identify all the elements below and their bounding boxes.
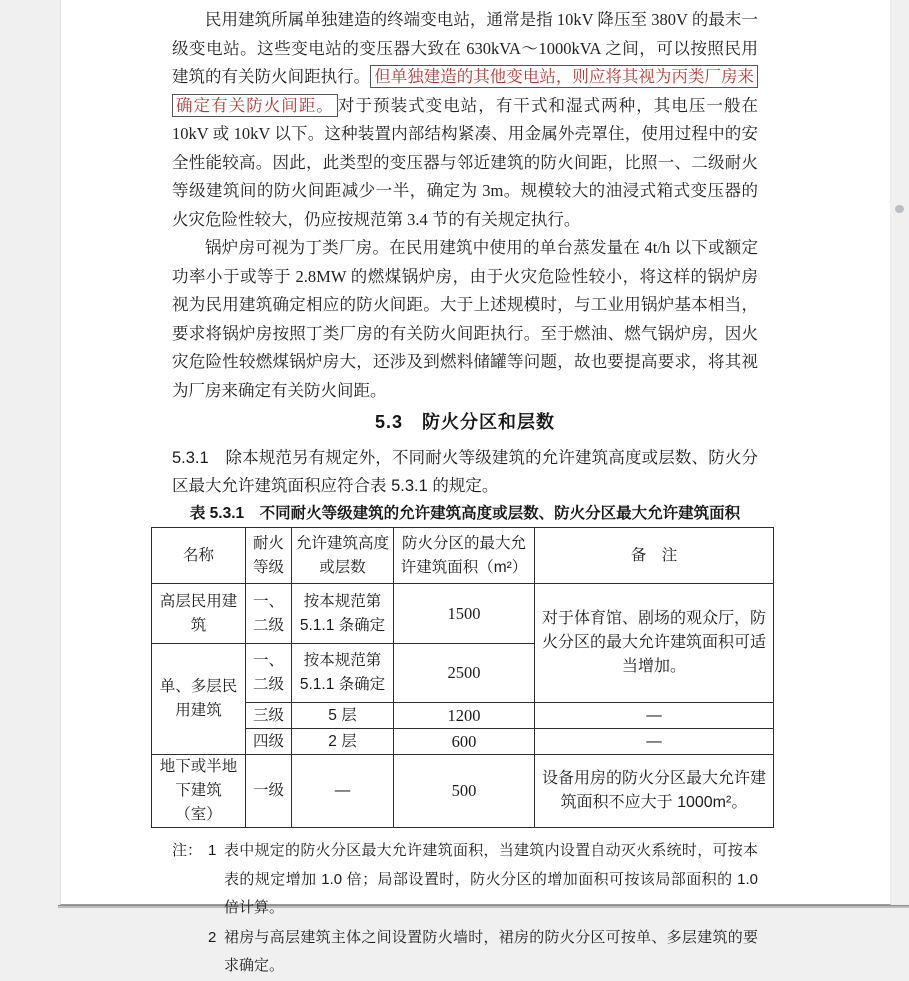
cell-area: 500 — [394, 755, 535, 828]
header-max-area: 防火分区的最大允许建筑面积（m²） — [394, 528, 535, 584]
paragraph-substation — [172, 6, 758, 234]
paragraph-boiler-room: 锅炉房可视为丁类厂房。在民用建筑中使用的单台蒸发量在 4t/h 以下或额定功率小于或等于 2.8MW 的燃煤锅炉房，由于火灾危险性较小，将这样的锅炉房视为民用建筑确定相应的防火间距。大于上述规模时，与工业用锅炉基本相当，要求将锅炉房按照丁类厂房的有关防火间距执行。至于燃油、燃气锅炉房，因火灾危险性较燃煤锅炉房大，还涉及到燃料储罐等问题，故也要提高要求，将其视为厂房来确定有关防火间距。 — [172, 238, 758, 400]
table-row — [152, 703, 774, 729]
note-text: 表中规定的防火分区最大允许建筑面积，当建筑内设置自动灭火系统时，可按本表的规定增加 1.0 倍；局部设置时，防火分区的增加面积可按该局部面积的 1.0 倍计算。 — [224, 842, 758, 916]
cell-rating: 三级 — [246, 703, 292, 729]
cell-area: 1200 — [394, 703, 535, 729]
scrollbar-thumb[interactable] — [895, 205, 904, 213]
header-name: 名称 — [152, 528, 246, 584]
cell-height-dash: — — [292, 755, 394, 828]
table-row — [152, 755, 774, 828]
note-item — [172, 924, 758, 981]
cell-remark-dash: — — [535, 729, 774, 755]
cell-area: 2500 — [394, 644, 535, 703]
note-number: 1 — [208, 842, 217, 859]
cell-height: 按本规范第 5.1.1 条确定 — [292, 644, 394, 703]
cell-height: 5 层 — [292, 703, 394, 729]
cell-name-underground: 地下或半地下建筑（室） — [152, 755, 246, 828]
clause-5-3-1: 5.3.1 除本规范另有规定外，不同耐火等级建筑的允许建筑高度或层数、防火分区最大允许建筑面积应符合表 5.3.1 的规定。 — [172, 449, 758, 495]
note-label: 注： — [172, 842, 203, 859]
document-page — [60, 0, 891, 974]
table-5-3-1 — [151, 527, 774, 828]
table-notes — [172, 837, 758, 981]
cell-area: 1500 — [394, 584, 535, 644]
table-row — [152, 584, 774, 644]
section-heading: 5.3 防火分区和层数 — [374, 412, 556, 432]
note-item — [172, 837, 758, 923]
header-remark: 备 注 — [535, 528, 774, 584]
cell-remark-merged: 对于体育馆、剧场的观众厅，防火分区的最大允许建筑面积可适当增加。 — [535, 584, 774, 703]
cell-name-highrise: 高层民用建筑 — [152, 584, 246, 644]
header-allowed-height: 允许建筑高度或层数 — [292, 528, 394, 584]
cell-height: 2 层 — [292, 729, 394, 755]
cell-rating: 四级 — [246, 729, 292, 755]
table-caption: 表 5.3.1 不同耐火等级建筑的允许建筑高度或层数、防火分区最大允许建筑面积 — [189, 505, 741, 522]
cell-rating: 一、二级 — [246, 584, 292, 644]
note-text: 裙房与高层建筑主体之间设置防火墙时，裙房的防火分区可按单、多层建筑的要求确定。 — [224, 928, 758, 974]
cell-name-multi: 单、多层民用建筑 — [152, 644, 246, 755]
cell-rating: 一级 — [246, 755, 292, 828]
paragraph-text: 对于预装式变电站，有干式和湿式两种，其电压一般在 10kV 或 10kV 以下。这种装置内部结构紧凑、用金属外壳罩住，使用过程中的安全性能较高。因此，此类型的变压器与邻近建筑的防火间距，比照一、二级耐火等级建筑间的防火间距减少一半，确定为 3m。规模较大的油浸式箱式变压器的火灾危险性较大，仍应按规范第 3.4 节的有关规定执行。 — [172, 95, 758, 229]
header-fire-rating: 耐火等级 — [246, 528, 292, 584]
table-row — [152, 729, 774, 755]
cell-area: 600 — [394, 729, 535, 755]
cell-rating: 一、二级 — [246, 644, 292, 703]
cell-remark-equipment: 设备用房的防火分区最大允许建筑面积不应大于 1000m²。 — [535, 755, 774, 828]
cell-remark-dash: — — [535, 703, 774, 729]
highlighted-text: 但单独建造的其他变电站，则应将其视为丙类厂房来确定有关防火间距。 — [172, 65, 758, 117]
cell-height: 按本规范第 5.1.1 条确定 — [292, 584, 394, 644]
paragraph-text: 民用建筑所属单独建造的终端变电站，通常是指 10kV 降压至 380V 的最末一级变电站。这些变电站的变压器大致在 630kVA～1000kVA 之间，可以按照民用建筑的有关防火间距执行。 — [172, 10, 758, 86]
page-content — [159, 6, 766, 981]
table-header-row — [152, 528, 774, 584]
note-number: 2 — [208, 928, 217, 946]
